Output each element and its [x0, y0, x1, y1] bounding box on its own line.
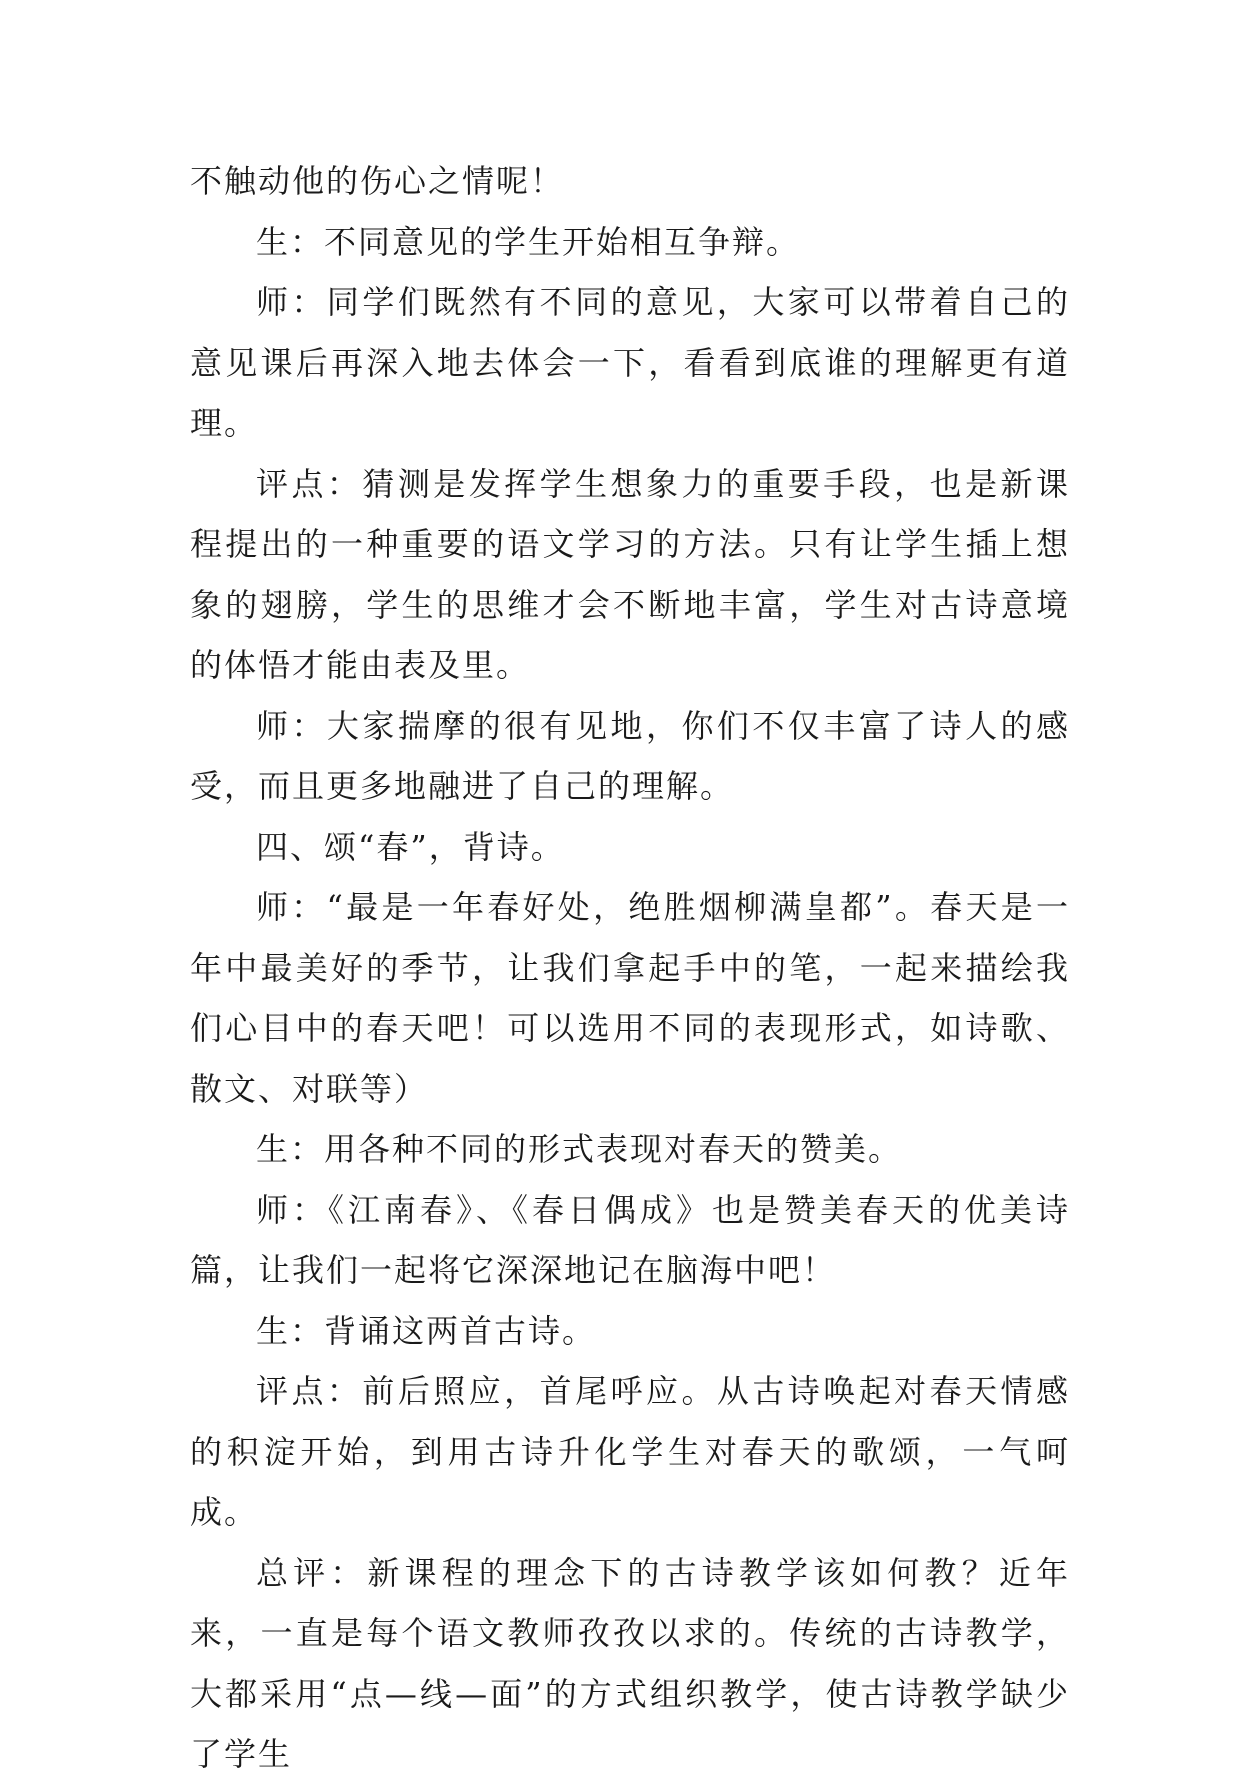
- paragraph-comment-echo: 评点：前后照应，首尾呼应。从古诗唤起对春天情感的积淀开始，到用古诗升化学生对春天的歌颂，一气呵成。: [190, 1372, 1070, 1531]
- paragraph-teacher-poems: 师：《江南春》、《春日偶成》也是赞美春天的优美诗篇，让我们一起将它深深地记在脑海中吧！: [190, 1190, 1070, 1289]
- paragraph-continuation: 不触动他的伤心之情呢！: [190, 162, 565, 200]
- paragraph-teacher-insight: 师：大家揣摩的很有见地，你们不仅丰富了诗人的感受，而且更多地融进了自己的理解。: [190, 706, 1070, 805]
- paragraph-teacher-opinions: 师：同学们既然有不同的意见，大家可以带着自己的意见课后再深入地去体会一下，看看到底谁的理解更有道理。: [190, 283, 1070, 442]
- paragraph-comment-guessing: 评点：猜测是发挥学生想象力的重要手段，也是新课程提出的一种重要的语文学习的方法。只有让学生插上想象的翅膀，学生的思维才会不断地丰富，学生对古诗意境的体悟才能由表及里。: [190, 464, 1070, 684]
- paragraph-overall-review: 总评：新课程的理念下的古诗教学该如何教？近年来，一直是每个语文教师孜孜以求的。传统的古诗教学，大都采用“点—线—面”的方式组织教学，使古诗教学缺少了学生: [190, 1553, 1070, 1773]
- body-text: [190, 151, 1070, 1785]
- paragraph-teacher-spring: 师：“最是一年春好处，绝胜烟柳满皇都”。春天是一年中最美好的季节，让我们拿起手中的笔，一起来描绘我们心目中的春天吧！可以选用不同的表现形式，如诗歌、散文、对联等）: [190, 888, 1070, 1108]
- paragraph-student-recite: 生：背诵这两首古诗。: [256, 1311, 597, 1350]
- paragraph-student-debate: 生：不同意见的学生开始相互争辩。: [256, 222, 801, 261]
- section-heading-four: 四、颂“春”，背诗。: [256, 827, 565, 866]
- paragraph-student-praise: 生：用各种不同的形式表现对春天的赞美。: [256, 1130, 903, 1168]
